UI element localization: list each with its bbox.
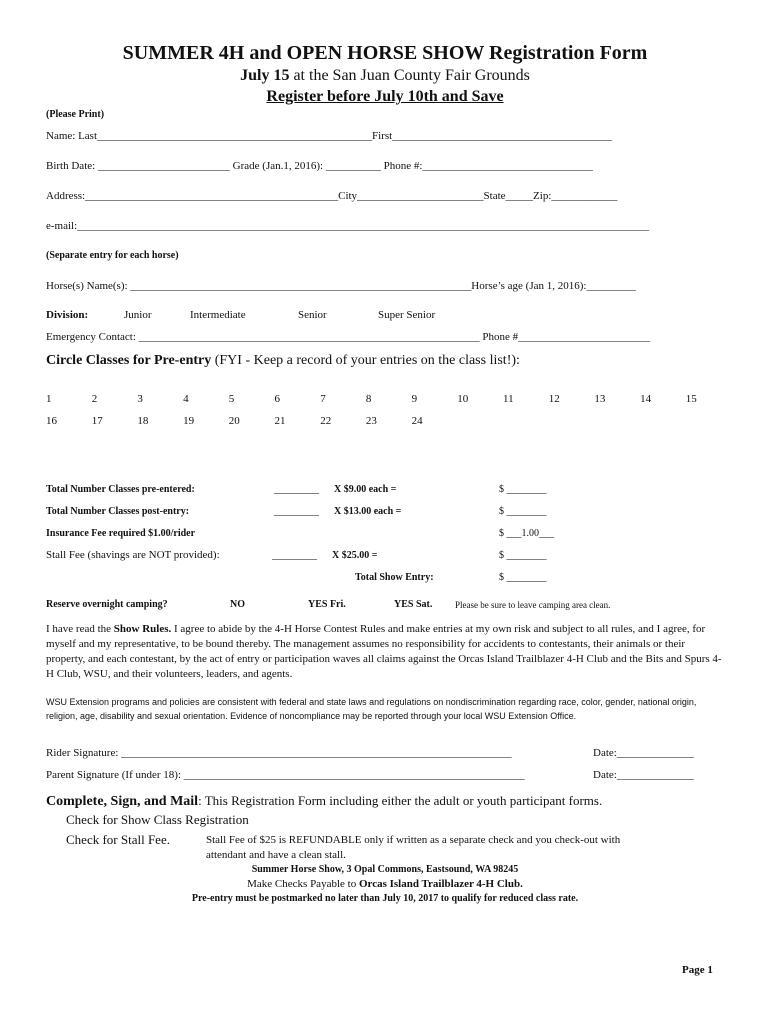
post-entry-amount-field[interactable]: $ ________ xyxy=(499,506,547,517)
rider-date-field[interactable]: Date:______________ xyxy=(593,747,694,759)
pre-entry-label: Total Number Classes pre-entered: xyxy=(46,484,195,495)
class-number[interactable]: 12 xyxy=(548,393,560,405)
total-show-entry-label: Total Show Entry: xyxy=(355,572,434,583)
complete-sign-mail xyxy=(46,793,602,810)
class-number[interactable]: 9 xyxy=(411,393,418,405)
class-number[interactable]: 2 xyxy=(91,393,98,405)
division-label: Division: xyxy=(46,309,89,321)
class-number[interactable]: 6 xyxy=(274,393,280,405)
insurance-fee-label: Insurance Fee required $1.00/rider xyxy=(46,528,196,539)
check-stall-fee: Check for Stall Fee. xyxy=(66,832,170,847)
class-number[interactable]: 16 xyxy=(46,415,57,427)
camping-fri-option[interactable]: YES Fri. xyxy=(308,599,346,610)
pre-entry-rate: X $9.00 each = xyxy=(334,484,397,495)
class-number[interactable]: 22 xyxy=(320,415,332,427)
checks-payable-club: Orcas Island Trailblazer 4-H Club. xyxy=(358,878,523,890)
rules-post: I agree to abide by the 4-H Horse Contest Rules and make entries at my own risk and subject to all rules, and I agree, for myself and my representative, to be bound thereby. The management assumes no responsibility for accidents to contestants, their animals or their property, and each contestant, by the act of entry or participation waves all claims against the Orcas Island Trailblazer 4-H Club and the Bits and Spurs 4-H Club, WSU, and their volunteers, leaders, and agents. xyxy=(46,623,722,680)
division-intermediate[interactable]: Intermediate xyxy=(190,309,246,321)
pre-entry-amount-field[interactable]: $ ________ xyxy=(499,484,547,495)
postmark-deadline: Pre-entry must be postmarked no later than July 10, 2017 to qualify for reduced class rate. xyxy=(191,893,579,904)
complete-sign-mail-note: : This Registration Form including either the adult or youth participant forms. xyxy=(198,793,603,808)
class-number[interactable]: 23 xyxy=(365,415,377,427)
rules-pre: I have read the xyxy=(46,623,114,635)
class-number[interactable]: 24 xyxy=(411,415,423,427)
class-number[interactable]: 5 xyxy=(228,393,235,405)
post-entry-rate: X $13.00 each = xyxy=(334,506,402,517)
stall-fee-label: Stall Fee (shavings are NOT provided): xyxy=(46,549,220,561)
post-entry-label: Total Number Classes post-entry: xyxy=(46,506,190,517)
class-number[interactable]: 1 xyxy=(46,393,52,405)
stall-refund-note-1: Stall Fee of $25 is REFUNDABLE only if written as a separate check and you check-out with xyxy=(206,834,621,846)
complete-sign-mail-bold: Complete, Sign, and Mail xyxy=(46,794,199,809)
rules-bold: Show Rules. xyxy=(113,623,172,635)
separate-entry-note: (Separate entry for each horse) xyxy=(46,250,179,261)
pre-entry-count-field[interactable]: _________ xyxy=(274,484,319,495)
class-number[interactable]: 18 xyxy=(137,415,149,427)
camping-no-option[interactable]: NO xyxy=(230,599,245,610)
class-number[interactable]: 19 xyxy=(183,415,195,427)
stall-fee-amount-field[interactable]: $ ________ xyxy=(499,550,547,561)
checks-payable-line xyxy=(0,878,770,890)
class-number[interactable]: 7 xyxy=(320,393,326,405)
horse-name-age-field[interactable]: Horse(s) Name(s): ______________________________________________________________Horse’s age (Jan 1, 2016):_________ xyxy=(46,280,636,292)
total-show-entry-field[interactable]: $ ________ xyxy=(499,572,547,583)
class-number[interactable]: 13 xyxy=(594,393,606,405)
class-number[interactable]: 14 xyxy=(640,393,652,405)
stall-fee-rate: X $25.00 = xyxy=(332,550,378,561)
rider-signature-field[interactable]: Rider Signature: _______________________________________________________________________ xyxy=(46,747,512,759)
check-class-registration: Check for Show Class Registration xyxy=(66,812,249,827)
division-senior[interactable]: Senior xyxy=(298,309,327,321)
parent-signature-field[interactable]: Parent Signature (If under 18): ______________________________________________________________ xyxy=(46,769,525,781)
class-number[interactable]: 17 xyxy=(91,415,103,427)
event-date-line xyxy=(0,67,770,85)
camping-note: Please be sure to leave camping area clean. xyxy=(455,600,611,610)
page-number: Page 1 xyxy=(682,964,713,976)
classes-heading xyxy=(46,353,520,369)
class-number[interactable]: 15 xyxy=(685,393,697,405)
class-number[interactable]: 21 xyxy=(274,415,286,427)
name-field[interactable]: Name: Last__________________________________________________First________________________________________ xyxy=(46,130,613,142)
division-junior[interactable]: Junior xyxy=(124,309,152,321)
checks-payable-pre: Make Checks Payable to xyxy=(247,878,359,890)
please-print-note: (Please Print) xyxy=(46,109,105,120)
form-title: SUMMER 4H and OPEN HORSE SHOW Registration Form xyxy=(122,42,648,64)
birth-grade-phone-field[interactable]: Birth Date: ________________________ Grade (Jan.1, 2016): __________ Phone #:_______________________________ xyxy=(46,160,593,172)
division-super-senior[interactable]: Super Senior xyxy=(378,309,436,321)
class-number[interactable]: 11 xyxy=(503,393,514,405)
class-number[interactable]: 10 xyxy=(457,393,469,405)
classes-heading-bold: Circle Classes for Pre-entry xyxy=(46,353,212,368)
stall-count-field[interactable]: _________ xyxy=(272,550,317,561)
parent-date-field[interactable]: Date:______________ xyxy=(593,769,694,781)
camping-label: Reserve overnight camping? xyxy=(46,599,168,610)
register-deadline: Register before July 10th and Save xyxy=(266,88,504,105)
class-number[interactable]: 8 xyxy=(365,393,372,405)
post-entry-count-field[interactable]: _________ xyxy=(274,506,319,517)
emergency-contact-field[interactable]: Emergency Contact: ______________________________________________________________ Phone #________________________ xyxy=(46,331,651,343)
class-number[interactable]: 20 xyxy=(228,415,240,427)
class-number[interactable]: 4 xyxy=(183,393,189,405)
class-number[interactable]: 3 xyxy=(137,393,143,405)
classes-heading-note: (FYI - Keep a record of your entries on the class list!): xyxy=(211,353,520,368)
event-location: at the San Juan County Fair Grounds xyxy=(289,67,530,84)
email-field[interactable]: e-mail:________________________________________________________________________________________________________ xyxy=(46,220,650,232)
wsu-nondiscrimination-notice: WSU Extension programs and policies are consistent with federal and state laws and regulations on nondiscrimination regarding race, color, gender, national origin, religion, age, disability and sexual orientation. Evidence of noncompliance may be reported through your local WSU Extension Office. xyxy=(46,697,697,721)
stall-refund-note-2: attendant and have a clean stall. xyxy=(206,849,346,861)
address-field[interactable]: Address:______________________________________________City_______________________State_____Zip:____________ xyxy=(46,190,618,202)
camping-sat-option[interactable]: YES Sat. xyxy=(394,599,433,610)
rules-agreement xyxy=(46,622,722,682)
insurance-fee-amount: $ ___1.00___ xyxy=(499,528,554,539)
mailing-address: Summer Horse Show, 3 Opal Commons, Eastsound, WA 98245 xyxy=(251,864,519,875)
event-date: July 15 xyxy=(240,67,290,84)
